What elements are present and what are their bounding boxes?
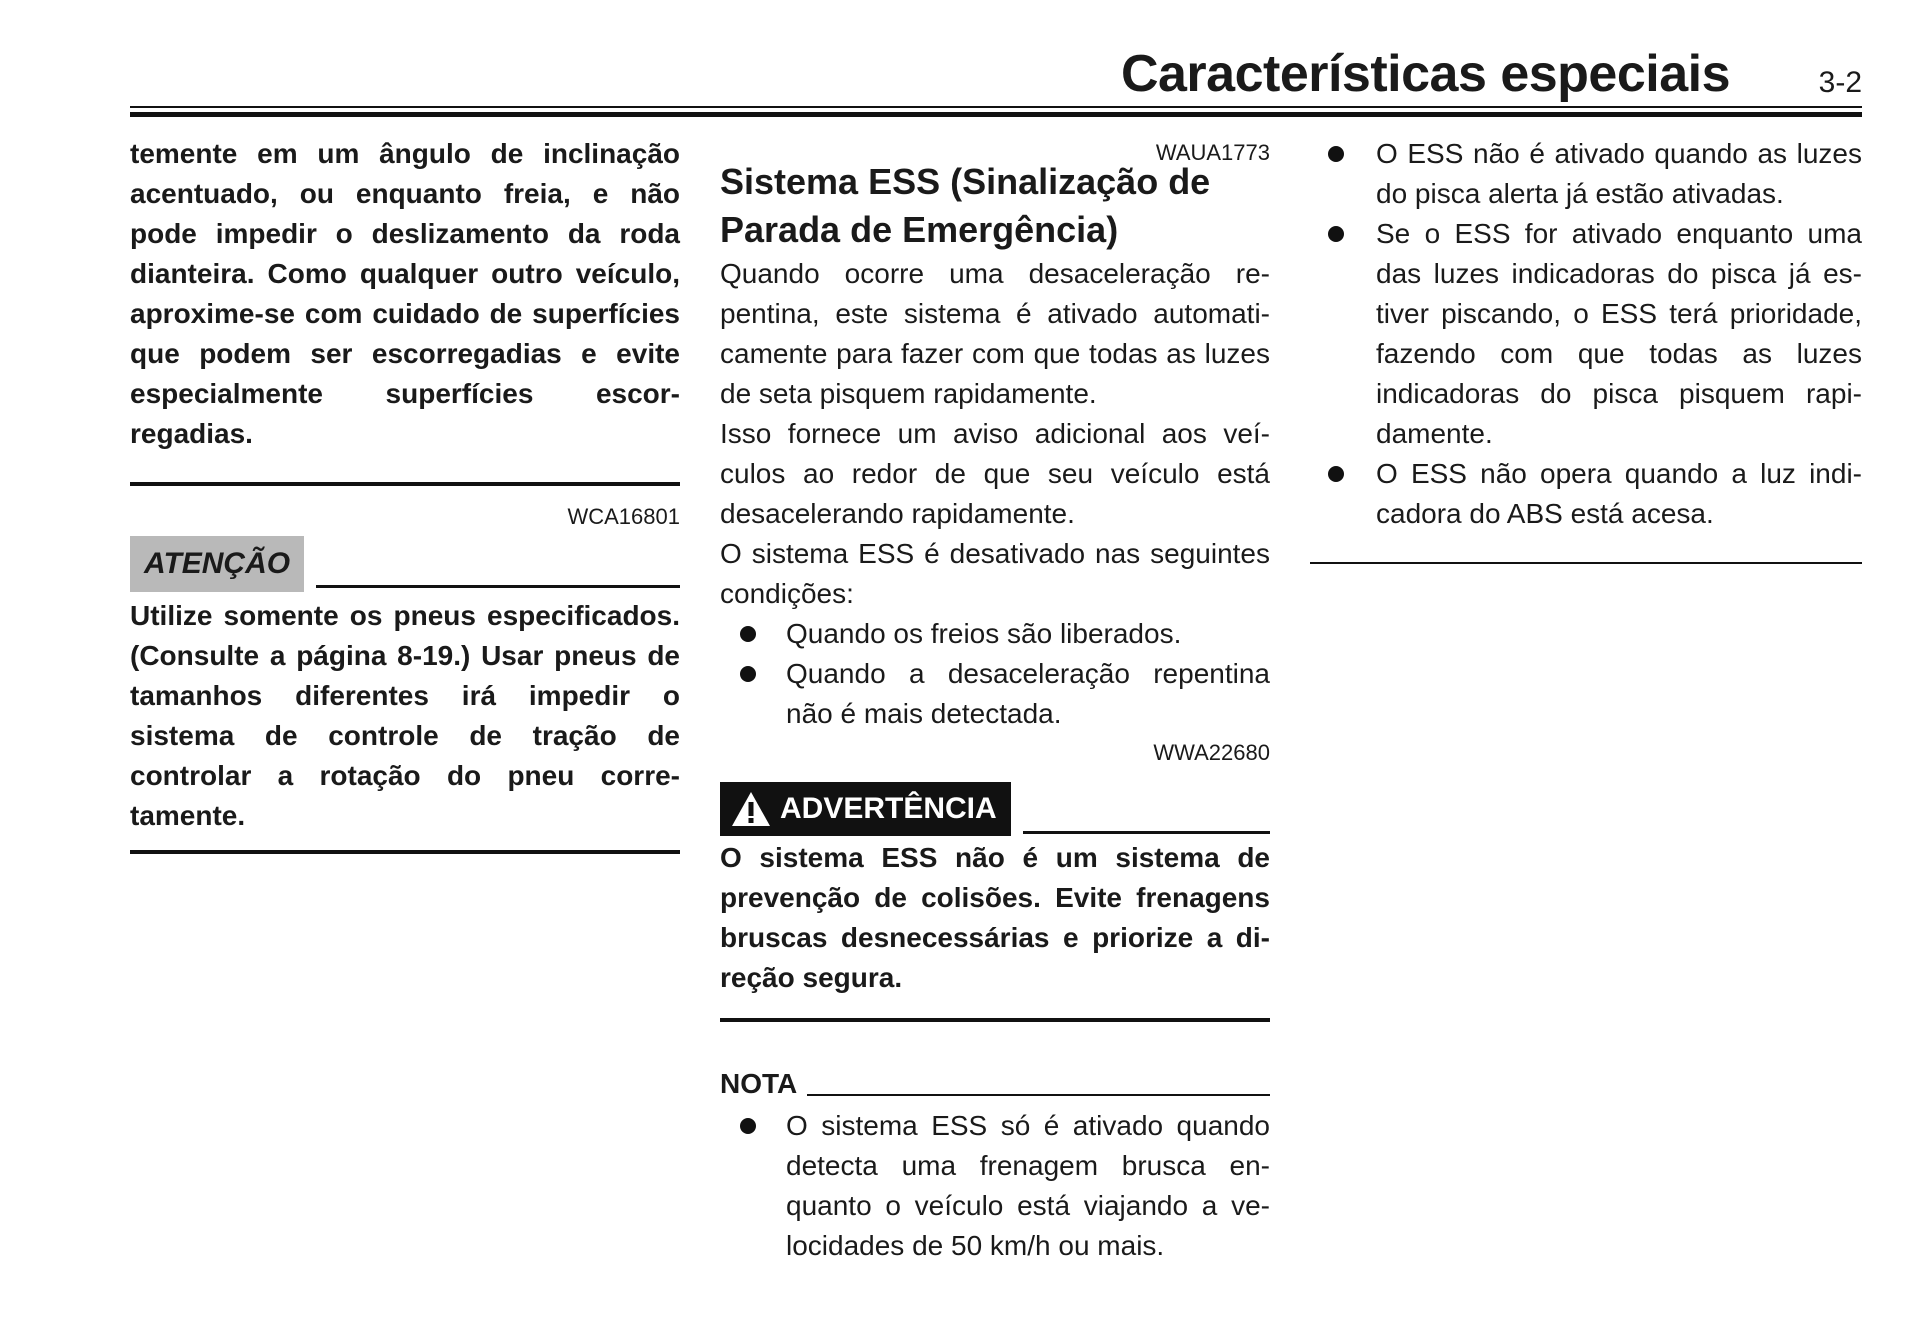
note-list — [720, 1106, 1270, 1266]
divider — [130, 850, 680, 854]
paragraph: O sistema ESS é desativado nas seguintes condições: — [720, 538, 1270, 609]
note-header — [720, 1066, 1270, 1102]
list-item: O sistema ESS só é ativado quando detecta uma frenagem brusca enquanto o veículo está viajando a velocidades de 50 km/h ou mais. — [720, 1106, 1270, 1266]
bullet-icon — [740, 626, 756, 642]
bullet-icon — [1328, 146, 1344, 162]
bullet-icon — [740, 1118, 756, 1134]
header-rule — [130, 106, 1862, 108]
column-middle — [720, 134, 1270, 1266]
caution-header — [130, 536, 680, 592]
warning-header — [720, 780, 1270, 836]
header-rule-thick — [130, 112, 1862, 117]
page-title: Características especiais — [1120, 45, 1730, 103]
warning-code: WWA22680 — [1153, 740, 1270, 765]
intro-text: temente em um ângulo de inclinação acentuado, ou enquanto freia, e não pode impedir o deslizamento da roda dianteira. Como qualquer outro veículo, aproxime-se com cuidado de superfícies que podem ser escorregadias e evite especialmente superfícies escorregadias. — [130, 138, 680, 449]
divider — [130, 482, 680, 486]
bullet-icon — [740, 666, 756, 682]
caution-text: Utilize somente os pneus especificados. (Consulte a página 8-19.) Usar pneus de tamanhos diferentes irá impedir o sistema de controle de tração de controlar a rotação do pneu corretamente. — [130, 600, 680, 831]
note-label: NOTA — [720, 1068, 798, 1099]
paragraph: Isso fornece um aviso adicional aos veículos ao redor de que seu veículo está desacelerando rapidamente. — [720, 418, 1270, 529]
warning-label-text: ADVERTÊNCIA — [780, 792, 997, 825]
bullet-icon — [1328, 466, 1344, 482]
ess-notes-list — [1310, 134, 1862, 534]
list-item: Quando os freios são liberados. — [720, 614, 1270, 654]
divider — [720, 1018, 1270, 1022]
conditions-list — [720, 614, 1270, 734]
column-right — [1310, 134, 1862, 564]
warning-rule — [1023, 831, 1270, 834]
column-left — [130, 134, 680, 854]
list-item: O ESS não é ativado quando as luzes do pisca alerta já estão ativadas. — [1310, 134, 1862, 214]
section-code: WAUA1773 — [1155, 140, 1270, 165]
warning-label — [720, 782, 1011, 836]
bullet-icon — [1328, 226, 1344, 242]
paragraph: Quando ocorre uma desaceleração repentina, este sistema é ativado automaticamente para fazer com que todas as luzes de seta pisquem rapidamente. — [720, 258, 1270, 409]
caution-code: WCA16801 — [567, 504, 680, 529]
list-item: O ESS não opera quando a luz indicadora do ABS está acesa. — [1310, 454, 1862, 534]
page-number: 3-2 — [1818, 66, 1862, 99]
warning-text: O sistema ESS não é um sistema de prevenção de colisões. Evite frenagens bruscas desnecessárias e priorize a direção segura. — [720, 842, 1270, 993]
divider — [1310, 562, 1862, 564]
list-item: Quando a desaceleração repentina não é mais detectada. — [720, 654, 1270, 734]
section-title: Sistema ESS (Sinalização de Parada de Emergência) — [720, 161, 1211, 250]
caution-label: ATENÇÃO — [130, 536, 304, 592]
note-rule — [807, 1094, 1270, 1096]
caution-rule — [316, 585, 680, 588]
list-item: Se o ESS for ativado enquanto uma das luzes indicadoras do pisca já estiver piscando, o ESS terá prioridade, fazendo com que todas as luzes indicadoras do pisca pisquem rapidamente. — [1310, 214, 1862, 454]
warning-triangle-icon — [730, 790, 772, 828]
